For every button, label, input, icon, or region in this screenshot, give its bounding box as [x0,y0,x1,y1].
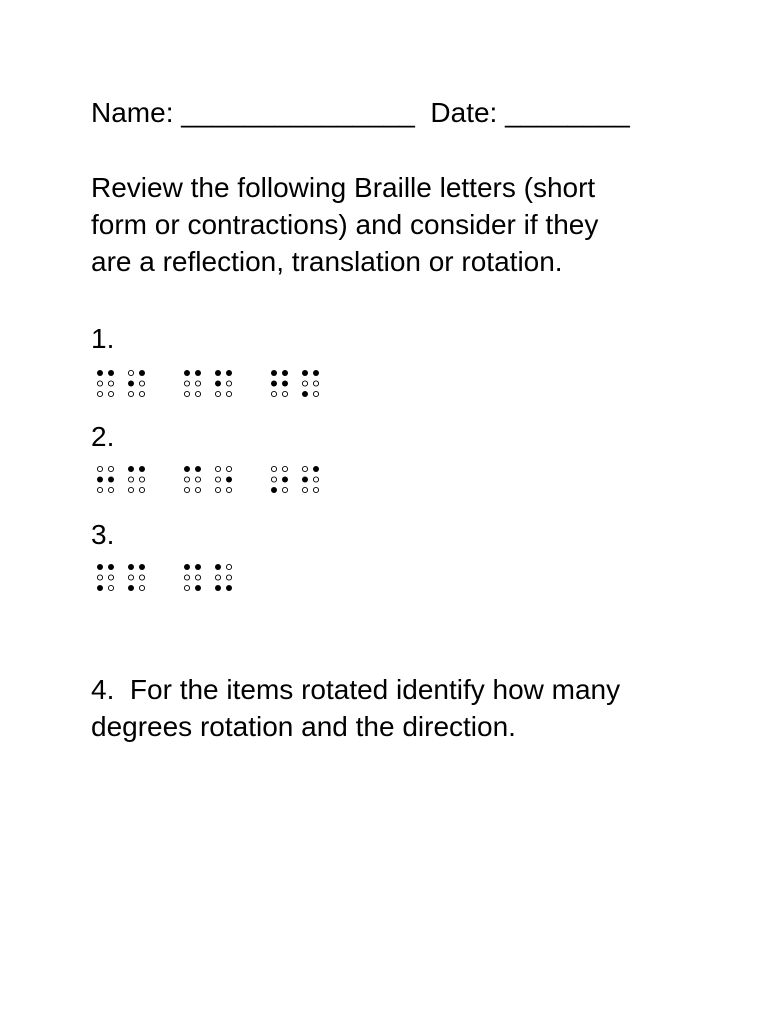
empty-dot [139,391,144,396]
raised-dot [282,381,288,387]
braille-cell [302,466,319,493]
empty-dot [215,391,220,396]
empty-dot [195,391,200,396]
raised-dot [313,466,319,472]
empty-dot [97,466,102,471]
braille-cell [184,370,201,397]
empty-dot [139,381,144,386]
empty-dot [271,391,276,396]
empty-dot [184,391,189,396]
empty-dot [282,391,287,396]
empty-dot [302,466,307,471]
braille-cell [271,370,288,397]
empty-dot [108,391,113,396]
raised-dot [195,466,201,472]
empty-dot [139,477,144,482]
empty-dot [128,391,133,396]
empty-dot [184,575,189,580]
empty-dot [195,477,200,482]
raised-dot [108,370,114,376]
instructions-line: Review the following Braille letters (short [91,172,596,203]
empty-dot [97,381,102,386]
instructions-line: form or contractions) and consider if they [91,209,599,240]
empty-dot [313,391,318,396]
braille-cell [97,370,114,397]
empty-dot [108,585,113,590]
empty-dot [108,381,113,386]
raised-dot [128,564,134,570]
raised-dot [313,370,319,376]
raised-dot [139,466,145,472]
empty-dot [226,466,231,471]
empty-dot [97,575,102,580]
raised-dot [226,585,232,591]
empty-dot [139,585,144,590]
empty-dot [226,381,231,386]
braille-cell [271,466,288,493]
empty-dot [184,487,189,492]
empty-dot [128,370,133,375]
raised-dot [128,381,134,387]
raised-dot [139,370,145,376]
empty-dot [313,381,318,386]
empty-dot [184,381,189,386]
empty-dot [226,564,231,569]
raised-dot [97,477,103,483]
empty-dot [195,575,200,580]
instructions [91,169,691,280]
raised-dot [184,564,190,570]
raised-dot [271,381,277,387]
header-line [91,94,630,131]
raised-dot [271,370,277,376]
braille-cell [128,370,145,397]
empty-dot [97,391,102,396]
raised-dot [128,466,134,472]
raised-dot [195,585,201,591]
instructions-line: are a reflection, translation or rotation. [91,246,563,277]
question-line: degrees rotation and the direction. [91,711,516,742]
empty-dot [302,381,307,386]
item-number: 1. [91,323,115,354]
braille-cell [97,564,114,591]
empty-dot [128,487,133,492]
raised-dot [195,370,201,376]
empty-dot [302,487,307,492]
empty-dot [128,477,133,482]
empty-dot [271,477,276,482]
raised-dot [282,477,288,483]
empty-dot [282,487,287,492]
empty-dot [215,487,220,492]
braille-cell [215,370,232,397]
raised-dot [97,370,103,376]
item-number: 3. [91,519,115,550]
empty-dot [271,466,276,471]
raised-dot [282,370,288,376]
braille-cell [215,466,232,492]
braille-cell [128,466,145,493]
braille-cell [184,564,201,591]
empty-dot [128,575,133,580]
empty-dot [215,575,220,580]
empty-dot [195,381,200,386]
braille-cell [184,466,201,493]
question-line: 4. For the items rotated identify how many [91,674,621,705]
empty-dot [313,477,318,482]
raised-dot [271,487,277,493]
braille-cell [97,466,114,492]
raised-dot [108,564,114,570]
empty-dot [108,466,113,471]
empty-dot [184,585,189,590]
empty-dot [195,487,200,492]
empty-dot [97,487,102,492]
raised-dot [215,564,221,570]
empty-dot [215,477,220,482]
raised-dot [97,585,103,591]
empty-dot [313,487,318,492]
empty-dot [282,466,287,471]
empty-dot [139,575,144,580]
braille-cell [302,370,319,397]
raised-dot [302,391,308,397]
raised-dot [128,585,134,591]
raised-dot [226,370,232,376]
question-4 [91,671,711,745]
raised-dot [215,585,221,591]
date-label: Date: ________ [430,97,630,128]
raised-dot [184,466,190,472]
raised-dot [226,477,232,483]
empty-dot [215,466,220,471]
empty-dot [184,477,189,482]
item-number: 2. [91,421,115,452]
empty-dot [108,487,113,492]
raised-dot [108,477,114,483]
empty-dot [226,487,231,492]
empty-dot [226,391,231,396]
braille-cell [215,564,232,591]
braille-cell [128,564,145,591]
raised-dot [184,370,190,376]
raised-dot [215,370,221,376]
raised-dot [97,564,103,570]
raised-dot [302,477,308,483]
raised-dot [139,564,145,570]
empty-dot [139,487,144,492]
empty-dot [108,575,113,580]
raised-dot [302,370,308,376]
raised-dot [215,381,221,387]
raised-dot [195,564,201,570]
name-label: Name: _______________ [91,97,415,128]
empty-dot [226,575,231,580]
